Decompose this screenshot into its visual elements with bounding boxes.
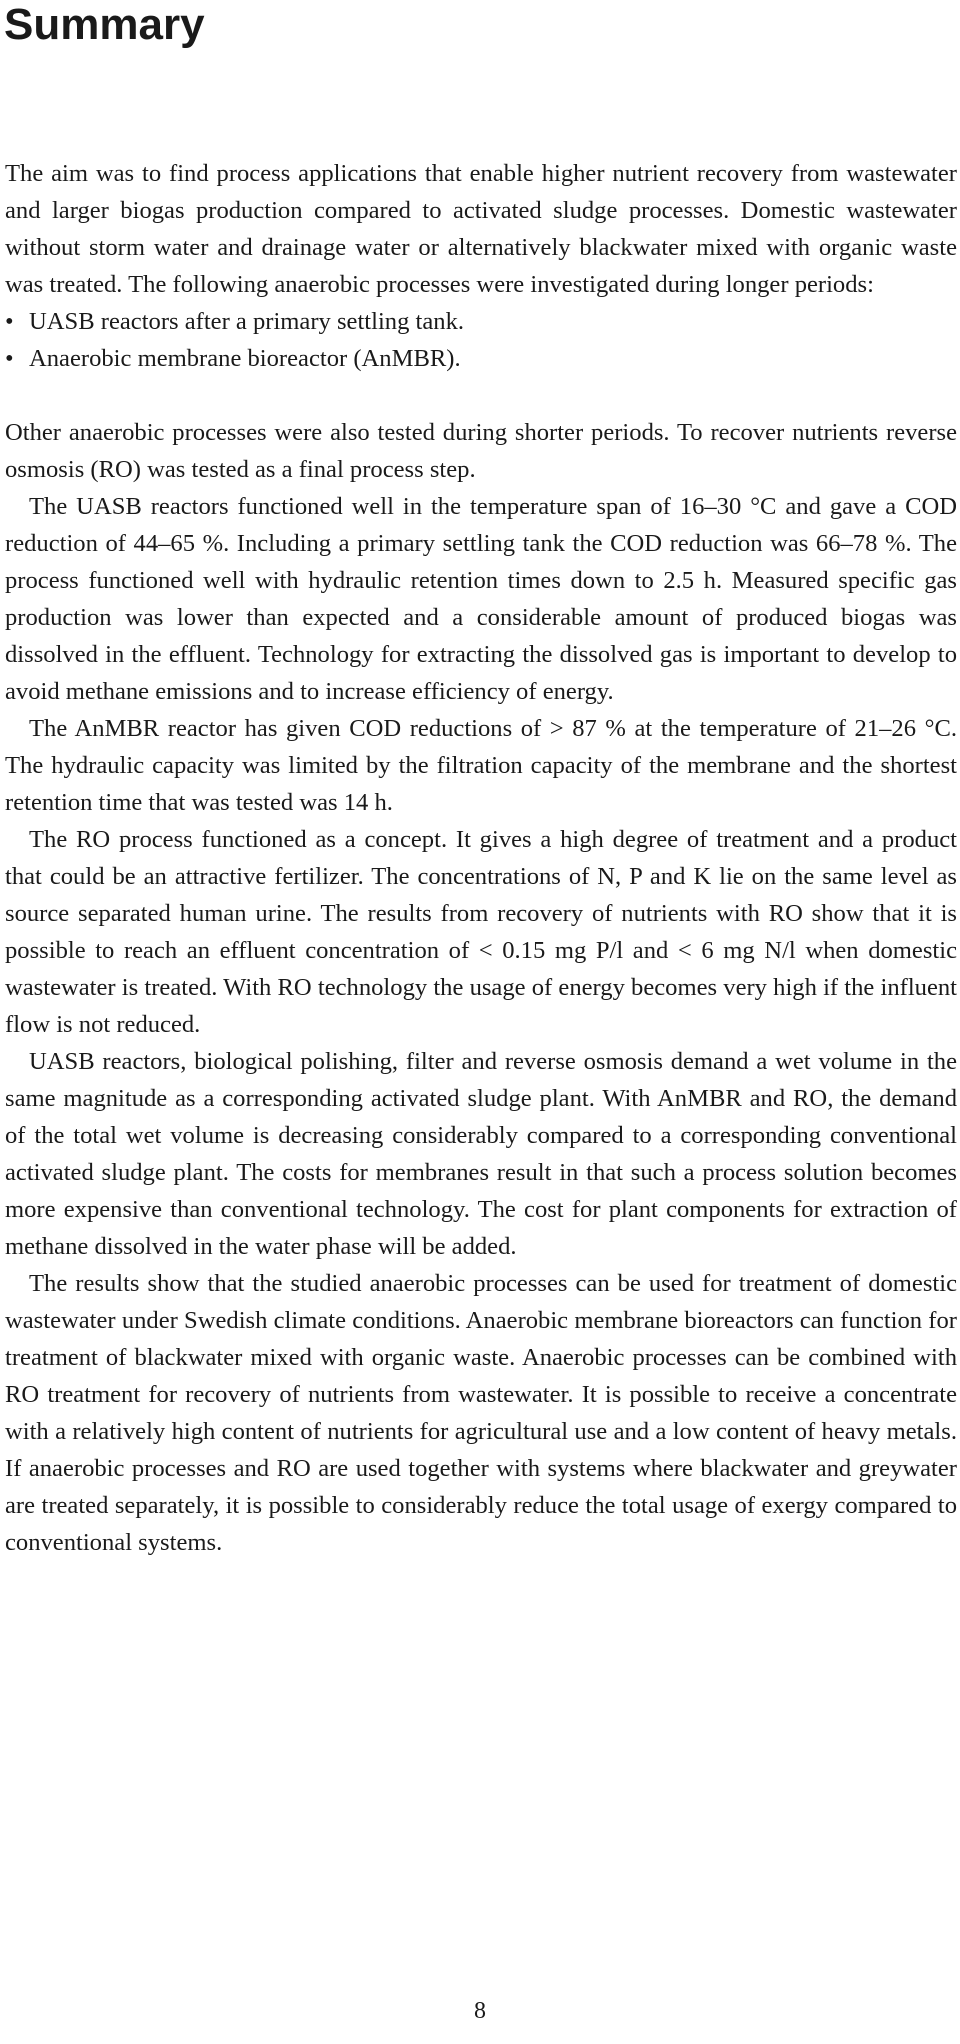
- process-list: [5, 303, 957, 377]
- list-item: [5, 340, 957, 377]
- list-item-text: Anaerobic membrane bioreactor (AnMBR).: [29, 345, 461, 372]
- paragraph-conclusions: The results show that the studied anaerobic processes can be used for treatment of domestic wastewater under Swedish climate conditions. Anaerobic membrane bioreactors can function for treatment of blackwater mixed with organic waste. Anaerobic processes can be combined with RO treatment for recovery of nutrients from wastewater. It is possible to receive a concentrate with a relatively high content of nutrients for agricultural use and a low content of heavy metals. If anaerobic processes and RO are used together with systems where blackwater and greywater are treated separately, it is possible to considerably reduce the total usage of exergy compared to conventional systems.: [5, 1270, 957, 1556]
- list-item: [5, 303, 957, 340]
- bullet-icon: •: [5, 308, 14, 335]
- summary-body: [5, 155, 957, 1561]
- paragraph-other-processes: Other anaerobic processes were also tested during shorter periods. To recover nutrients reverse osmosis (RO) was tested as a final process step.: [5, 419, 957, 483]
- paragraph-spacer: [5, 377, 957, 414]
- paragraph-volume-costs: UASB reactors, biological polishing, filter and reverse osmosis demand a wet volume in the same magnitude as a corresponding activated sludge plant. With AnMBR and RO, the demand of the total wet volume is decreasing considerably compared to a corresponding conventional activated sludge plant. The costs for membranes result in that such a process solution becomes more expensive than conventional technology. The cost for plant components for extraction of methane dissolved in the water phase will be added.: [5, 1048, 957, 1260]
- intro-paragraph: The aim was to find process applications that enable higher nutrient recovery from wastewater and larger biogas production compared to activated sludge processes. Domestic wastewater without storm water and drainage water or alternatively blackwater mixed with organic waste was treated. The following anaerobic processes were investigated during longer periods:: [5, 160, 957, 298]
- paragraph-ro: The RO process functioned as a concept. It gives a high degree of treatment and a product that could be an attractive fertilizer. The concentrations of N, P and K lie on the same level as source separated human urine. The results from recovery of nutrients with RO show that it is possible to reach an effluent concentration of < 0.15 mg P/l and < 6 mg N/l when domestic wastewater is treated. With RO technology the usage of energy becomes very high if the influent flow is not reduced.: [5, 826, 957, 1038]
- page-title: Summary: [4, 0, 205, 49]
- paragraph-anmbr: The AnMBR reactor has given COD reductions of > 87 % at the temperature of 21–26 °C. The hydraulic capacity was limited by the filtration capacity of the membrane and the shortest retention time that was tested was 14 h.: [5, 715, 957, 816]
- page-number: 8: [474, 1998, 486, 2024]
- list-item-text: UASB reactors after a primary settling tank.: [29, 308, 465, 335]
- paragraph-uasb: The UASB reactors functioned well in the temperature span of 16–30 °C and gave a COD reduction of 44–65 %. Including a primary settling tank the COD reduction was 66–78 %. The process functioned well with hydraulic retention times down to 2.5 h. Measured specific gas production was lower than expected and a considerable amount of produced biogas was dissolved in the effluent. Technology for extracting the dissolved gas is important to develop to avoid methane emissions and to increase efficiency of energy.: [5, 493, 957, 705]
- bullet-icon: •: [5, 345, 14, 372]
